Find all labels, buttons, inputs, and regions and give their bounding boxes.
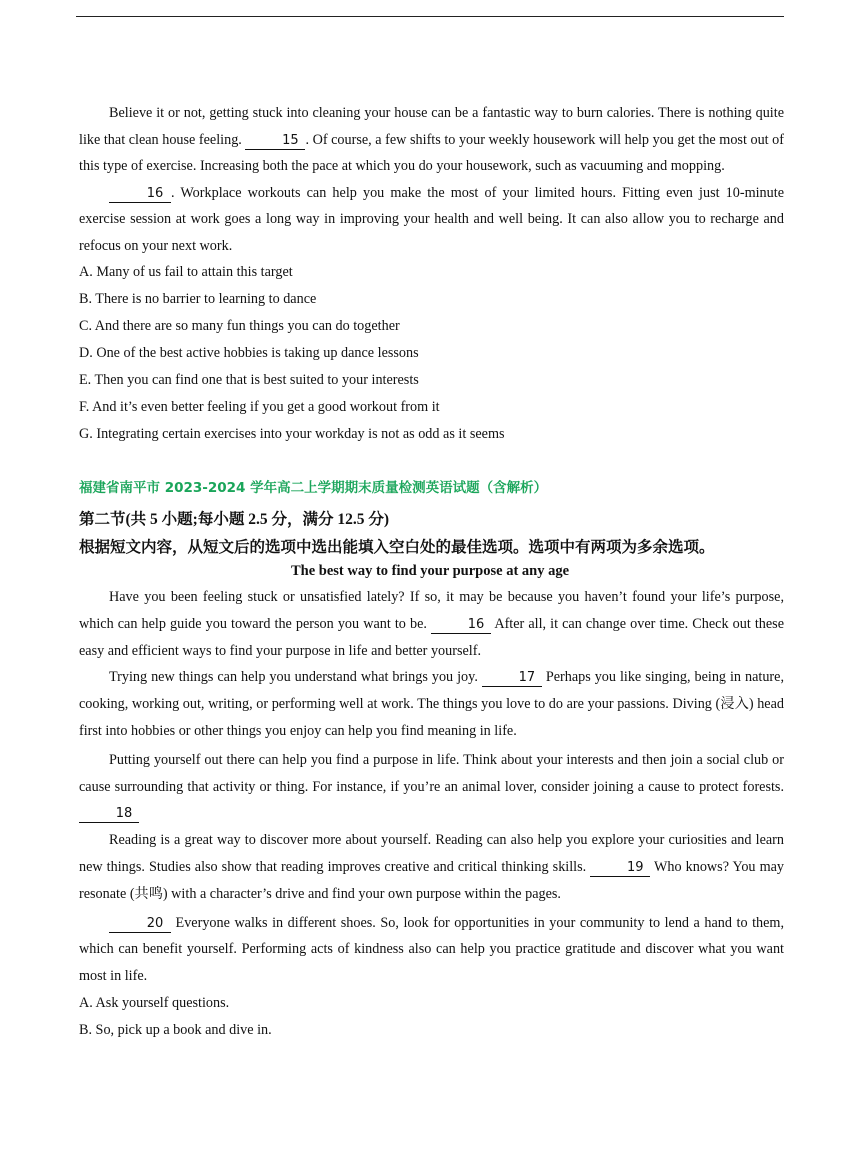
passage-paragraph-2 (79, 664, 784, 744)
option-a: A. Many of us fail to attain this target (79, 264, 293, 280)
passage-p1-after: After all, it can change over time. Check out these easy and efficient ways to find your purpose in life and better yourself. (79, 615, 784, 659)
option-c: C. And there are so many fun things you can do together (79, 318, 400, 334)
passage-p5-after: Everyone walks in different shoes. So, look for opportunities in your community to lend a hand to them, which can benefit yourself. Performing acts of kindness also can help you practice gratitude and discover what you want most in life. (79, 914, 784, 985)
paragraph-1 (79, 100, 784, 180)
option-f: F. And it’s even better feeling if you get a good workout from it (79, 399, 440, 415)
passage-paragraph-5 (79, 910, 784, 990)
paragraph-1-after: . Of course, a few shifts to your weekly housework will help you get the most out of this type of exercise. Increasing both the pace at which you do your housework, such as vacuuming and mopping. (79, 131, 785, 174)
top-passage (79, 100, 784, 448)
paragraph-1-before: Believe it or not, getting stuck into cleaning your house can be a fantastic way to burn calories. There is nothing quite like that clean house feeling. (79, 105, 784, 148)
blank-16-top[interactable]: 16 (109, 186, 171, 203)
section-heading: 第二节(共 5 小题;每小题 2.5 分，满分 12.5 分) (79, 511, 389, 528)
blank-18[interactable]: 18 (79, 806, 139, 823)
passage-p4-before: Reading is a great way to discover more about yourself. Reading can also help you explore your curiosities and learn new things. Studies also show that reading improves creative and critical thinking skills. (79, 832, 784, 875)
passage-paragraph-1 (79, 584, 784, 664)
header-rule (76, 16, 784, 17)
paragraph-2-after: . Workplace workouts can help you make the most of your limited hours. Fitting even just 10-minute exercise session at work goes a long way in improving your health and well being. It can also allow you to recharge and refocus on your next work. (79, 184, 784, 254)
source-heading: 福建省南平市 2023-2024 学年高二上学期期末质量检测英语试题（含解析） (79, 480, 548, 496)
blank-17[interactable]: 17 (482, 670, 542, 687)
passage-p2-after: Perhaps you like singing, being in nature, cooking, working out, writing, or performing well at work. The things you love to do are your passions. Diving (浸入) head first into hobbies or other things you enjoy can help you find meaning in life. (79, 669, 784, 739)
blank-19[interactable]: 19 (590, 860, 650, 877)
option-b: B. There is no barrier to learning to dance (79, 291, 317, 307)
option-e: E. Then you can find one that is best suited to your interests (79, 372, 419, 388)
passage-option-b: B. So, pick up a book and dive in. (79, 1021, 272, 1038)
option-g: G. Integrating certain exercises into your workday is not as odd as it seems (79, 426, 505, 442)
passage-title: The best way to find your purpose at any age (290, 563, 570, 579)
passage-paragraph-3 (79, 747, 784, 827)
passage-p3-before: Putting yourself out there can help you find a purpose in life. Think about your interests and then join a social club or cause surrounding that activity or thing. For instance, if you’re an animal lover, consider joining a cause to protect forests. (79, 751, 784, 795)
option-d: D. One of the best active hobbies is taking up dance lessons (79, 345, 419, 361)
top-options-list (79, 259, 784, 448)
blank-20[interactable]: 20 (109, 916, 171, 933)
instruction-text: 根据短文内容，从短文后的选项中选出能填入空白处的最佳选项。选项中有两项为多余选项。 (79, 537, 715, 556)
blank-16[interactable]: 16 (431, 617, 491, 634)
passage-paragraph-4 (79, 827, 784, 907)
passage-option-a: A. Ask yourself questions. (79, 994, 230, 1011)
passage-p1-before: Have you been feeling stuck or unsatisfied lately? If so, it may be because you haven’t found your life’s purpose, which can help guide you toward the person you want to be. (79, 589, 784, 632)
blank-15[interactable]: 15 (245, 133, 305, 150)
paragraph-2 (79, 180, 784, 260)
main-passage (79, 584, 784, 1044)
passage-p2-before: Trying new things can help you understand what brings you joy. (109, 669, 482, 686)
passage-p4-after: Who knows? You may resonate (共鸣) with a character’s drive and find your own purpose within the pages. (79, 858, 784, 902)
